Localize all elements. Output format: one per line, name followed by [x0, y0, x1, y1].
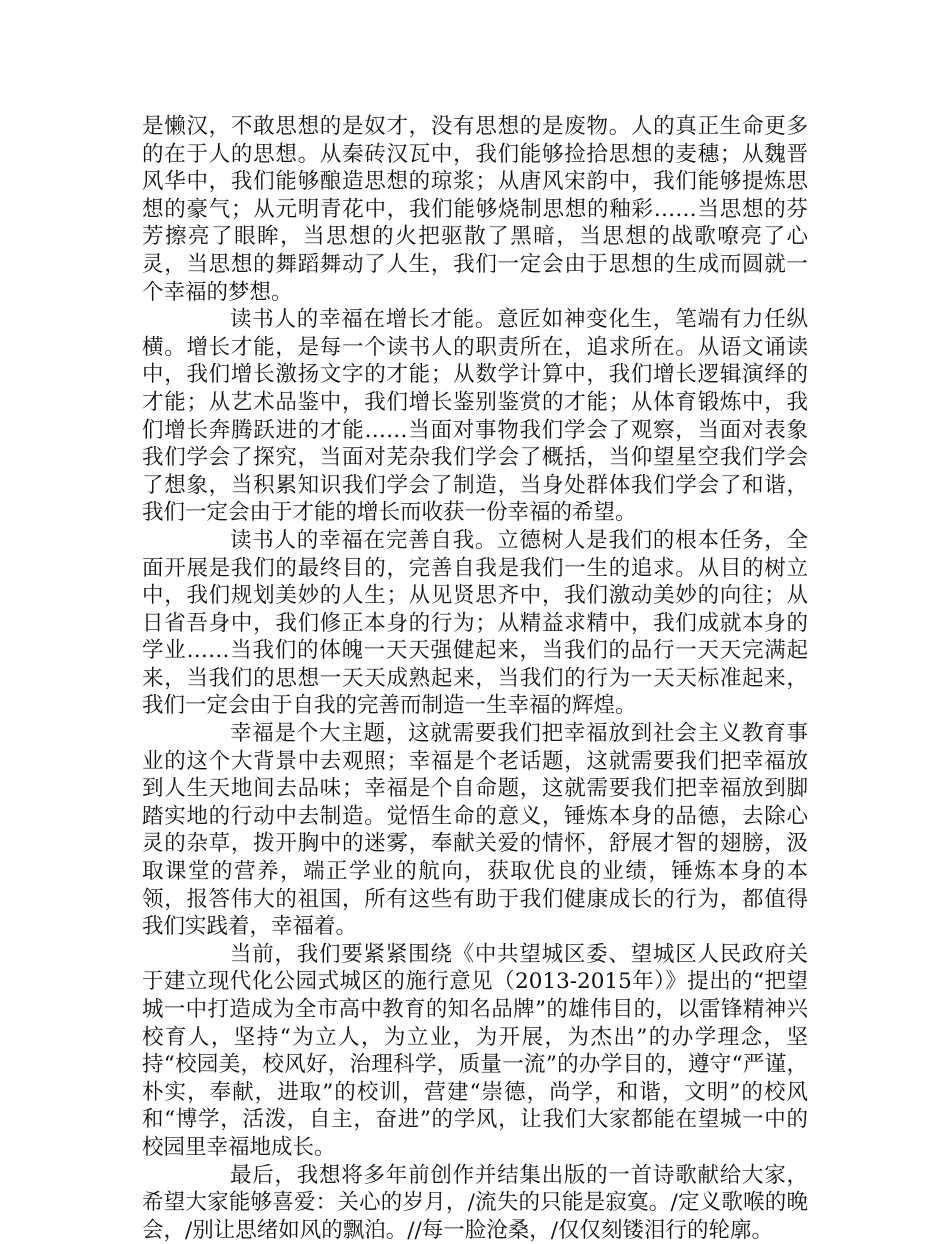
paragraph-self-improvement: 读书人的幸福在完善自我。立德树人是我们的根本任务，全面开展是我们的最终目的，完善自我是我们一生的追求。从目的树立中，我们规划美妙的人生；从见贤思齐中，我们激动美妙的向往；从日省吾身中，我们修正本身的行为；从精益求精中，我们成就本身的学业……当我们的体魄一天天强健起来，当我们的品行一天天完满起来，当我们的思想一天天成熟起来，当我们的行为一天天标准起来，我们一定会由于自我的完善而制造一生幸福的辉煌。	[142, 527, 808, 719]
paragraph-talent: 读书人的幸福在增长才能。意匠如神变化生，笔端有力任纵横。增长才能，是每一个读书人的职责所在，追求所在。从语文诵读中，我们增长激扬文字的才能；从数学计算中，我们增长逻辑演绎的才能；从艺术品鉴中，我们增长鉴别鉴赏的才能；从体育锻炼中，我们增长奔腾跃进的才能……当面对事物我们学会了观察，当面对表象我们学会了探究，当面对芜杂我们学会了概括，当仰望星空我们学会了想象，当积累知识我们学会了制造，当身处群体我们学会了和谐，我们一定会由于才能的增长而收获一份幸福的希望。	[142, 307, 808, 526]
paragraph-happiness-theme: 幸福是个大主题，这就需要我们把幸福放到社会主义教育事业的这个大背景中去观照；幸福是个老话题，这就需要我们把幸福放到人生天地间去品味；幸福是个自命题，这就需要我们把幸福放到脚踏实地的行动中去制造。觉悟生命的意义，锤炼本身的品德，去除心灵的杂草，拨开胸中的迷雾，奉献关爱的情怀，舒展才智的翅膀，汲取课堂的营养，端正学业的航向，获取优良的业绩，锤炼本身的本领，报答伟大的祖国，所有这些有助于我们健康成长的行为，都值得我们实践着，幸福着。	[142, 721, 808, 940]
paragraph-poem: 最后，我想将多年前创作并结集出版的一首诗歌献给大家，希望大家能够喜爱：关心的岁月，/流失的只能是寂寞。/定义歌喉的晚会，/别让思绪如风的飘泊。//每一脸沧桑，/仅仅刻镂泪行的轮廓。	[142, 1162, 808, 1243]
paragraph-thinking: 是懒汉，不敢思想的是奴才，没有思想的是废物。人的真正生命更多的在于人的思想。从秦砖汉瓦中，我们能够捡拾思想的麦穗；从魏晋风华中，我们能够酿造思想的琼浆；从唐风宋韵中，我们能够提炼思想的豪气；从元明青花中，我们能够烧制思想的釉彩……当思想的芬芳擦亮了眼眸，当思想的火把驱散了黑暗，当思想的战歌嘹亮了心灵，当思想的舞蹈舞动了人生，我们一定会由于思想的生成而圆就一个幸福的梦想。	[142, 114, 808, 305]
paragraph-school-goals: 当前，我们要紧紧围绕《中共望城区委、望城区人民政府关于建立现代化公园式城区的施行意见（2013-2015年）》提出的“把望城一中打造成为全市高中教育的知名品牌”的雄伟目的，以雷锋精神兴校育人，坚持“为立人，为立业，为开展，为杰出”的办学理念，坚持“校园美，校风好，治理科学，质量一流”的办学目的，遵守“严谨，朴实，奉献，进取”的校训，营建“崇德，尚学，和谐，文明”的校风和“博学，活泼，自主，奋进”的学风，让我们大家都能在望城一中的校园里幸福地成长。	[142, 941, 808, 1160]
document-body	[142, 113, 808, 1244]
